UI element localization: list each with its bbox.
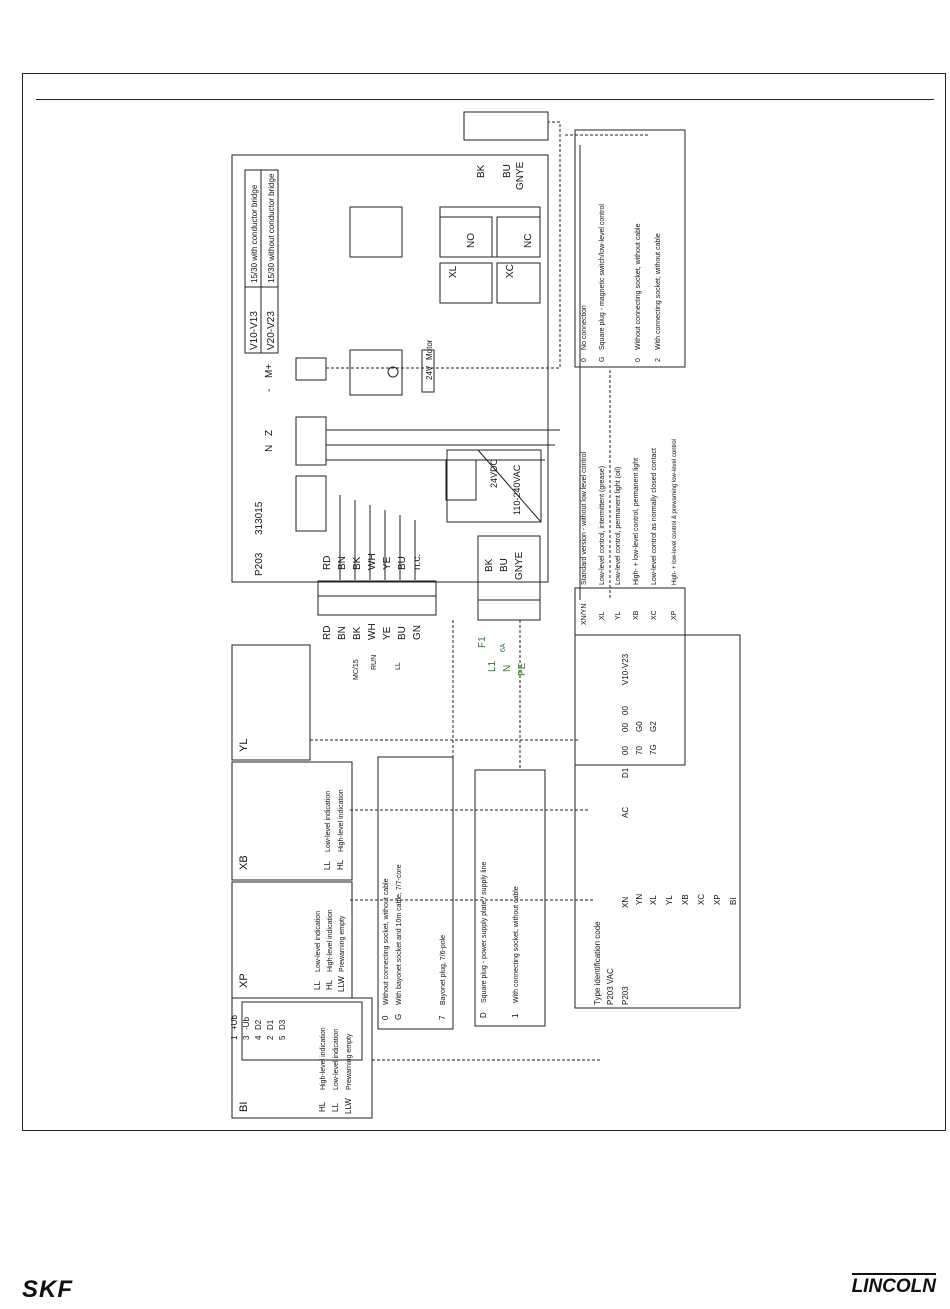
- supply-6a: 6A: [500, 643, 507, 652]
- supply-bu: BU: [499, 558, 510, 572]
- switch-no: NO: [466, 233, 477, 248]
- type-row-xb: XB: [681, 894, 690, 905]
- xp-row-2-code: HL: [325, 979, 334, 990]
- ll-opt-6-code: XP: [671, 610, 678, 620]
- bi-pin-5: 5: [278, 1035, 287, 1040]
- terminal-z: Z: [264, 429, 275, 436]
- socket-rd: RD: [322, 625, 333, 640]
- xp-row-1-code: LL: [313, 981, 322, 990]
- conn-opt-2-code: G: [599, 356, 606, 362]
- xp-row-2-text: High-level indication: [327, 909, 334, 972]
- supply-opt-2-code: 1: [511, 1013, 520, 1018]
- ll-opt-4-text: High- + low-level control, permanent light: [633, 457, 640, 585]
- board-label: 313015: [254, 501, 265, 535]
- type-row-xc: XC: [697, 893, 706, 905]
- type-row-xl: XL: [649, 895, 658, 905]
- bridge-code-1: V10-V13: [249, 311, 260, 350]
- supply-gnye: GNYE: [514, 551, 525, 580]
- sensor-xb-title: XB: [238, 855, 250, 870]
- sensor-bi-title: BI: [238, 1101, 250, 1112]
- xb-row-1-text: Low-level indication: [325, 790, 332, 852]
- socket-gn: GN: [412, 625, 423, 640]
- supply-opt-2-text: With connecting socket, without cable: [513, 886, 520, 1003]
- bi-pin-3-sig: -Ub: [242, 1017, 251, 1030]
- type-code-00c: 00: [621, 706, 630, 715]
- bi-pin-1-sig: +Ub: [230, 1015, 239, 1030]
- skf-logo: SKF: [22, 1276, 73, 1303]
- bi-pin-1: 1: [230, 1035, 239, 1040]
- wire-ye: YE: [382, 556, 393, 570]
- bridge-text-2: 15/30 without conductor bridge: [267, 173, 276, 283]
- xb-panel: [232, 762, 352, 880]
- ll-opt-4-code: XB: [633, 610, 640, 620]
- supply-bk: BK: [484, 558, 495, 572]
- motor-label: Motor: [425, 339, 434, 360]
- type-code-title: Type identification code: [593, 921, 602, 1005]
- bi-pin-4: 4: [254, 1035, 263, 1040]
- supply-f1: F1: [477, 636, 488, 648]
- conn-opt-3-code: 0: [635, 358, 642, 362]
- bi-row-2-text: Low-level indication: [333, 1028, 340, 1090]
- bridge-text-1: 15/30 with conductor bridge: [250, 184, 259, 283]
- relay-ll: LL: [395, 662, 402, 670]
- cable-opt-3-text: Bayonet plug, 7/6-pole: [440, 934, 447, 1005]
- ll-opt-2-code: XL: [599, 611, 606, 620]
- ll-opt-2-text: Low-level control, intermittent (grease): [599, 465, 606, 585]
- switch-bk-top: BK: [476, 164, 487, 178]
- ll-opt-6-text: High- + low-level control & prewarning low-level control: [672, 439, 678, 585]
- bi-pin-2: 2: [266, 1035, 275, 1040]
- conn-opt-2-text: Square plug - magnetic switch/low-level control: [599, 204, 606, 350]
- connector-options-table: [575, 130, 685, 367]
- unit-label: P203: [254, 552, 265, 576]
- type-code-7g: 7G: [649, 744, 658, 755]
- sensor-xp-title: XP: [238, 973, 250, 988]
- socket-wh: WH: [367, 623, 378, 640]
- low-level-options-table: [575, 588, 685, 765]
- type-code-p203: P203: [621, 986, 630, 1005]
- type-code-g0: G0: [635, 721, 644, 732]
- socket-bn: BN: [337, 626, 348, 640]
- xb-row-2-text: High-level indication: [338, 789, 345, 852]
- supply-opt-1-text: Square plug - power supply plate / supply line: [481, 861, 488, 1003]
- motor-voltage: 24V: [425, 365, 434, 380]
- xb-row-2-code: HL: [336, 859, 345, 870]
- relay-run: RUN: [371, 654, 378, 670]
- terminal-mplus: M+: [264, 363, 275, 378]
- wire-nc: n.c.: [412, 553, 423, 570]
- terminal-minus: -: [264, 388, 275, 392]
- cable-opt-1-code: 0: [381, 1015, 390, 1020]
- type-code-model: P203 VAC: [606, 968, 615, 1005]
- type-code-g2: G2: [649, 721, 658, 732]
- wire-bu: BU: [397, 556, 408, 570]
- socket-bk: BK: [352, 626, 363, 640]
- supply-l1: L1: [487, 660, 498, 672]
- lincoln-logo: LINCOLN: [852, 1276, 936, 1298]
- bi-row-1-text: High-level indication: [320, 1027, 327, 1090]
- cable-opt-1-text: Without connecting socket, without cable: [383, 878, 390, 1005]
- conn-opt-4-code: 2: [655, 358, 662, 362]
- wire-bn: BN: [337, 556, 348, 570]
- conn-opt-3-text: Without connecting socket, without cable: [635, 223, 642, 350]
- relay-mc15: MC/15: [353, 659, 360, 680]
- type-row-yn: YN: [635, 893, 644, 905]
- conn-opt-1-text: No connection: [581, 305, 588, 350]
- type-row-bi: BI: [729, 897, 738, 905]
- xp-row-3-code: LLW: [337, 976, 346, 992]
- ll-opt-5-text: Low-level control as normally closed contact: [651, 448, 658, 585]
- conn-opt-4-text: With connecting socket, without cable: [655, 233, 662, 350]
- wire-wh: WH: [367, 553, 378, 570]
- ll-opt-3-code: YL: [615, 611, 622, 620]
- xp-row-3-text: Prewarning empty: [339, 915, 346, 972]
- xb-row-1-code: LL: [323, 861, 332, 870]
- ll-opt-5-code: XC: [651, 610, 658, 620]
- cable-opt-2-code: G: [394, 1013, 403, 1020]
- switch-xl: XL: [448, 265, 459, 278]
- switch-bu-top: BU: [502, 164, 513, 178]
- xp-panel: [232, 882, 352, 998]
- type-code-70: 70: [635, 746, 644, 755]
- switch-gnye-top: GNYE: [515, 161, 526, 190]
- bi-pin-table: [242, 1002, 362, 1060]
- wire-bk: BK: [352, 556, 363, 570]
- switch-xc: XC: [505, 264, 516, 278]
- bi-pin-2-sig: D1: [266, 1019, 275, 1030]
- type-code-00a: 00: [621, 746, 630, 755]
- supply-opt-1-code: D: [479, 1012, 488, 1018]
- type-code-xn: XN: [621, 896, 630, 908]
- bi-row-2-code: LL: [331, 1103, 340, 1112]
- type-code-d1: D1: [621, 767, 630, 778]
- type-row-yl: YL: [665, 895, 674, 905]
- ll-opt-1-text: Standard version - without low level control: [581, 451, 588, 585]
- motor-block: [350, 350, 402, 395]
- supply-pe: PE: [517, 662, 528, 676]
- supply-n: N: [502, 664, 513, 672]
- socket-ye: YE: [382, 626, 393, 640]
- bi-pin-5-sig: D3: [278, 1019, 287, 1030]
- type-code-v: V10-V23: [621, 653, 630, 685]
- bi-row-1-code: HL: [318, 1101, 327, 1112]
- psu-output: 24VDC: [489, 458, 499, 488]
- bridge-code-2: V20-V23: [266, 311, 277, 350]
- ll-opt-1-code: XN/YN: [581, 603, 588, 625]
- wire-rd: RD: [322, 555, 333, 570]
- terminal-n: N: [264, 444, 275, 452]
- switch-nc: NC: [523, 233, 534, 248]
- bi-row-3-code: LLW: [344, 1098, 353, 1114]
- type-code-00b: 00: [621, 723, 630, 732]
- ll-opt-3-text: Low-level control, permanent light (oil): [615, 466, 622, 585]
- conn-opt-1-code: 0: [581, 358, 588, 362]
- type-row-xp: XP: [713, 894, 722, 905]
- bi-pin-4-sig: D2: [254, 1019, 263, 1030]
- bi-pin-3: 3: [242, 1035, 251, 1040]
- sensor-yl-title: YL: [238, 738, 250, 752]
- bi-row-3-text: Prewarning empty: [346, 1033, 353, 1090]
- type-code-ac: AC: [621, 806, 630, 818]
- cable-opt-2-text: With bayonet socket and 10m cable, 7/7-core: [396, 864, 403, 1005]
- psu-input: 110-240VAC: [512, 464, 522, 515]
- cable-opt-3-code: 7: [438, 1015, 447, 1020]
- socket-bu: BU: [397, 626, 408, 640]
- xp-row-1-text: Low-level indication: [315, 910, 322, 972]
